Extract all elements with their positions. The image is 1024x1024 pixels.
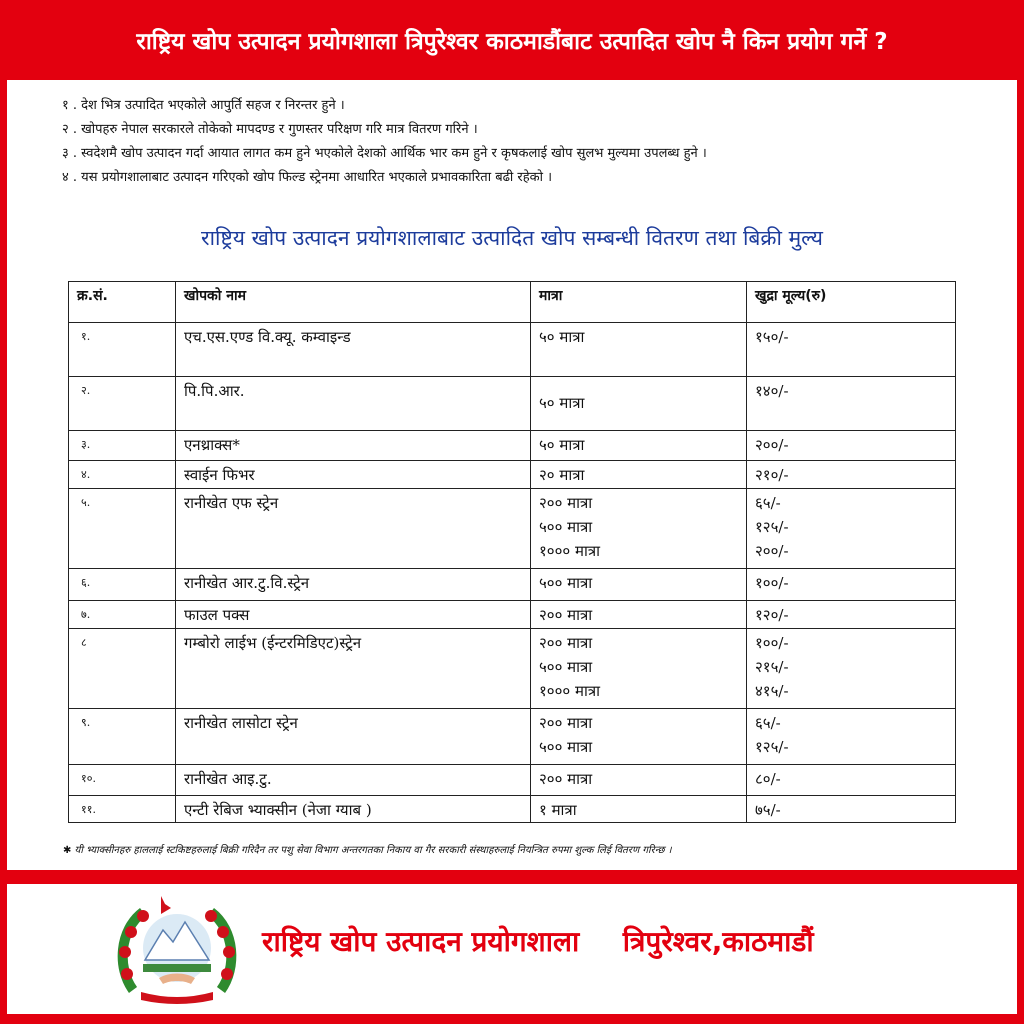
table-row (69, 489, 956, 569)
row-doses (531, 796, 747, 823)
dose-value: ५०० मात्रा (539, 518, 593, 536)
benefit-item: ३ . स्वदेशमै खोप उत्पादन गर्दा आयात लागत कम हुने भएकोले देशको आर्थिक भार कम हुने र कृषकलाई खोप सुलभ मुल्यमा उपलब्ध हुने । (62, 146, 707, 161)
table-row (69, 765, 956, 796)
row-serial: २. (69, 377, 176, 431)
price-value: १२५/- (755, 518, 789, 536)
price-value: २१५/- (755, 658, 789, 676)
footer-title (262, 922, 814, 960)
table-row (69, 629, 956, 709)
price-value: ४१५/- (755, 682, 789, 700)
dose-value: २०० मात्रा (539, 494, 593, 512)
column-header-doses: मात्रा (531, 282, 747, 323)
row-vaccine-name: रानीखेत आर.टु.वि.स्ट्रेन (176, 569, 531, 601)
table-row (69, 796, 956, 823)
dose-value: २०० मात्रा (539, 606, 593, 624)
dose-value: १००० मात्रा (539, 682, 600, 700)
dose-value: ५०० मात्रा (539, 738, 593, 756)
column-header-serial: क्र.सं. (69, 282, 176, 323)
price-value: १५०/- (755, 328, 789, 346)
price-value: २१०/- (755, 466, 789, 484)
page-title: राष्ट्रिय खोप उत्पादन प्रयोगशाला त्रिपुरेश्वर काठमाडौंबाट उत्पादित खोप नै किन प्रयोग गर्ने ? (136, 29, 888, 55)
row-price (747, 709, 956, 765)
main-panel (7, 80, 1017, 870)
price-value: १००/- (755, 634, 789, 652)
dose-value: २० मात्रा (539, 466, 585, 484)
vaccine-price-table (68, 281, 956, 823)
row-serial: ५. (69, 489, 176, 569)
price-value: १२०/- (755, 606, 789, 624)
table-row (69, 569, 956, 601)
row-price (747, 323, 956, 377)
row-vaccine-name: रानीखेत एफ स्ट्रेन (176, 489, 531, 569)
price-value: ६५/- (755, 714, 781, 732)
dose-value: २०० मात्रा (539, 634, 593, 652)
table-row (69, 601, 956, 629)
row-serial: ११. (69, 796, 176, 823)
row-price (747, 765, 956, 796)
benefit-item: १ . देश भित्र उत्पादित भएकोले आपुर्ति सहज र निरन्तर हुने । (62, 98, 345, 113)
price-value: १००/- (755, 574, 789, 592)
row-price (747, 431, 956, 461)
row-doses (531, 629, 747, 709)
dose-value: ५० मात्रा (539, 394, 585, 412)
row-doses (531, 709, 747, 765)
dose-value: ५० मात्रा (539, 436, 585, 454)
price-value: ६५/- (755, 494, 781, 512)
row-vaccine-name: गम्बोरो लाईभ (ईन्टरमिडिएट)स्ट्रेन (176, 629, 531, 709)
footer-panel (7, 884, 1017, 1014)
dose-value: ५०० मात्रा (539, 658, 593, 676)
row-doses (531, 461, 747, 489)
row-serial: ४. (69, 461, 176, 489)
row-price (747, 489, 956, 569)
footnote: ✱ यी भ्याक्सीनहरु हाललाई स्टकिष्टहरुलाई बिक्री गरिदैन तर पशु सेवा विभाग अन्तरगतका निकाय वा गैर सरकारी संस्थाहरुलाई नियन्त्रित रुपमा शुल्क लिई वितरण गरिन्छ । (63, 845, 672, 856)
benefit-list (62, 94, 707, 190)
row-doses (531, 765, 747, 796)
price-value: १२५/- (755, 738, 789, 756)
row-serial: १. (69, 323, 176, 377)
price-value: ७५/- (755, 801, 781, 819)
row-vaccine-name: रानीखेत आइ.टु. (176, 765, 531, 796)
table-row (69, 431, 956, 461)
row-price (747, 461, 956, 489)
row-vaccine-name: स्वाईन फिभर (176, 461, 531, 489)
price-value: २००/- (755, 436, 789, 454)
price-value: २००/- (755, 542, 789, 560)
benefit-item: २ . खोपहरु नेपाल सरकारले तोकेको मापदण्ड र गुणस्तर परिक्षण गरि मात्र वितरण गरिने । (62, 122, 478, 137)
table-row (69, 377, 956, 431)
dose-value: २०० मात्रा (539, 770, 593, 788)
row-serial: ६. (69, 569, 176, 601)
benefit-item: ४ . यस प्रयोगशालाबाट उत्पादन गरिएको खोप फिल्ड स्ट्रेनमा आधारित भएकाले प्रभावकारिता बढी रहेको । (62, 170, 553, 185)
row-doses (531, 569, 747, 601)
top-banner (0, 0, 1024, 80)
row-serial: १०. (69, 765, 176, 796)
row-price (747, 377, 956, 431)
table-header-row (69, 282, 956, 323)
row-vaccine-name: एच.एस.एण्ड वि.क्यू. कम्वाइन्ड (176, 323, 531, 377)
row-doses (531, 431, 747, 461)
row-price (747, 569, 956, 601)
row-vaccine-name: रानीखेत लासोटा स्ट्रेन (176, 709, 531, 765)
table-row (69, 323, 956, 377)
dose-value: ५० मात्रा (539, 328, 585, 346)
table-row (69, 709, 956, 765)
footer-location: त्रिपुरेश्वर,काठमाडौं (622, 925, 814, 958)
dose-value: १ मात्रा (539, 801, 577, 819)
table-row (69, 461, 956, 489)
dose-value: २०० मात्रा (539, 714, 593, 732)
row-serial: ३. (69, 431, 176, 461)
column-header-price: खुद्रा मूल्य(रु) (747, 282, 956, 323)
row-doses (531, 377, 747, 431)
row-vaccine-name: एन्टी रेबिज भ्याक्सीन (नेजा ग्याब ) (176, 796, 531, 823)
row-price (747, 601, 956, 629)
row-price (747, 796, 956, 823)
row-serial: ७. (69, 601, 176, 629)
row-doses (531, 323, 747, 377)
row-vaccine-name: पि.पि.आर. (176, 377, 531, 431)
row-vaccine-name: फाउल पक्स (176, 601, 531, 629)
footer-org-name: राष्ट्रिय खोप उत्पादन प्रयोगशाला (262, 925, 580, 958)
row-vaccine-name: एनथ्राक्स* (176, 431, 531, 461)
price-value: ८०/- (755, 770, 781, 788)
row-serial: ८ (69, 629, 176, 709)
dose-value: १००० मात्रा (539, 542, 600, 560)
table-body (69, 323, 956, 823)
row-price (747, 629, 956, 709)
row-serial: ९. (69, 709, 176, 765)
price-value: १४०/- (755, 382, 789, 400)
row-doses (531, 601, 747, 629)
nepal-emblem-icon (113, 894, 241, 1006)
dose-value: ५०० मात्रा (539, 574, 593, 592)
column-header-name: खोपको नाम (176, 282, 531, 323)
row-doses (531, 489, 747, 569)
table-heading: राष्ट्रिय खोप उत्पादन प्रयोगशालाबाट उत्पादित खोप सम्बन्धी वितरण तथा बिक्री मुल्य (201, 226, 823, 250)
